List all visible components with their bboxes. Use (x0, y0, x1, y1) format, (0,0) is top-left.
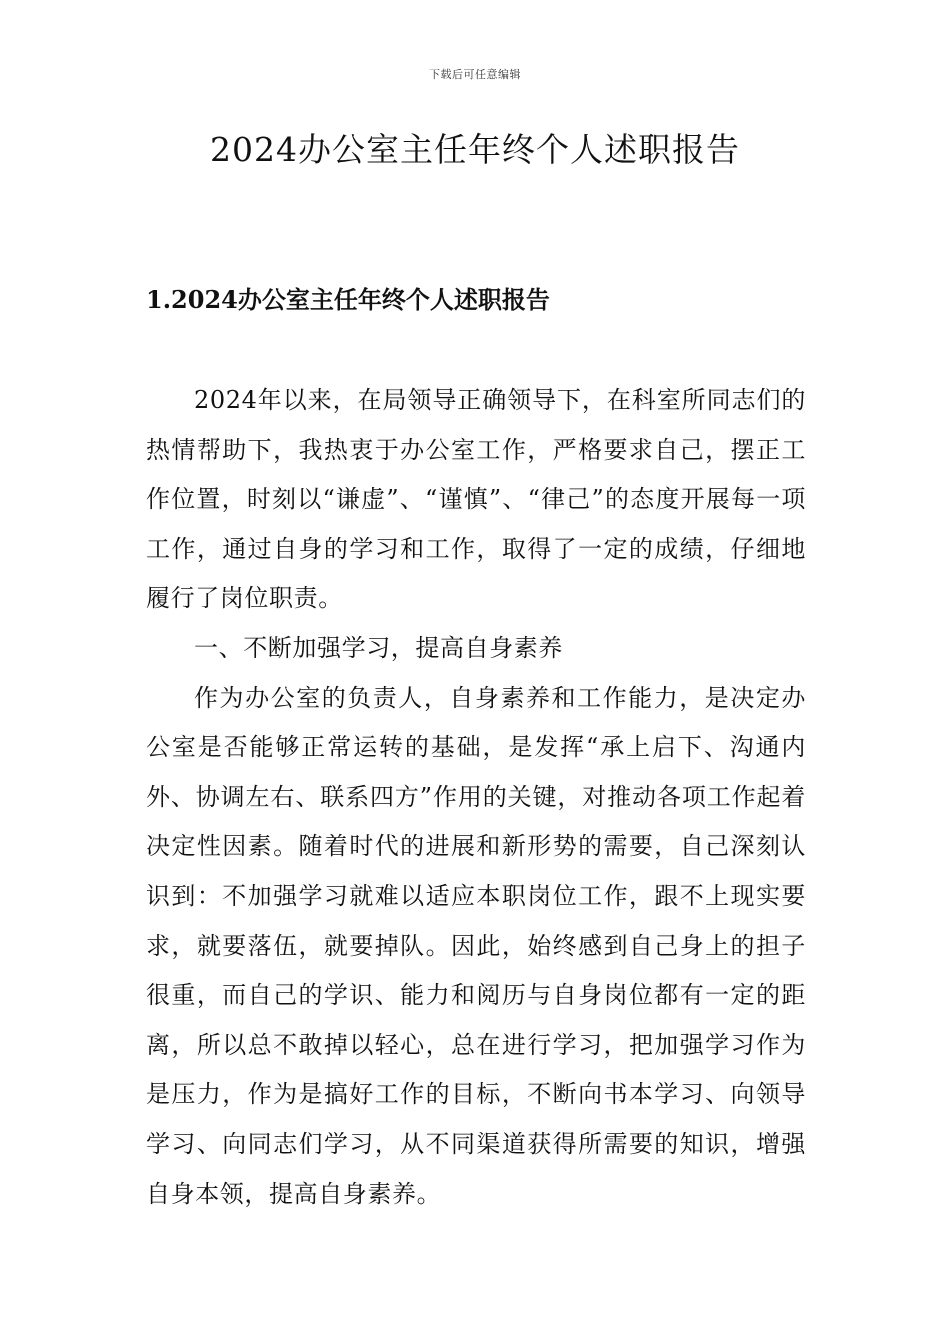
section-heading: 1.2024办公室主任年终个人述职报告 (146, 285, 550, 314)
paragraph-intro: 2024年以来，在局领导正确领导下，在科室所同志们的热情帮助下，我热衷于办公室工作，严格要求自己，摆正工作位置，时刻以“谦虚”、“谨慎”、“律己”的态度开展每一项工作，通过自身的学习和工作，取得了一定的成绩，仔细地履行了岗位职责。 (146, 386, 806, 613)
header-note: 下载后可任意编辑 (429, 68, 521, 81)
subheading-learning: 一、不断加强学习，提高自身素养 (194, 633, 563, 662)
document-title: 2024办公室主任年终个人述职报告 (210, 130, 740, 169)
document-body (146, 376, 806, 1219)
paragraph-learning: 作为办公室的负责人，自身素养和工作能力，是决定办公室是否能够正常运转的基础，是发挥“承上启下、沟通内外、协调左右、联系四方”作用的关键，对推动各项工作起着决定性因素。随着时代的进展和新形势的需要，自己深刻认识到：不加强学习就难以适应本职岗位工作，跟不上现实要求，就要落伍，就要掉队。因此，始终感到自己身上的担子很重，而自己的学识、能力和阅历与自身岗位都有一定的距离，所以总不敢掉以轻心，总在进行学习，把加强学习作为是压力，作为是搞好工作的目标，不断向书本学习、向领导学习、向同志们学习，从不同渠道获得所需要的知识，增强自身本领，提高自身素养。 (146, 683, 806, 1208)
